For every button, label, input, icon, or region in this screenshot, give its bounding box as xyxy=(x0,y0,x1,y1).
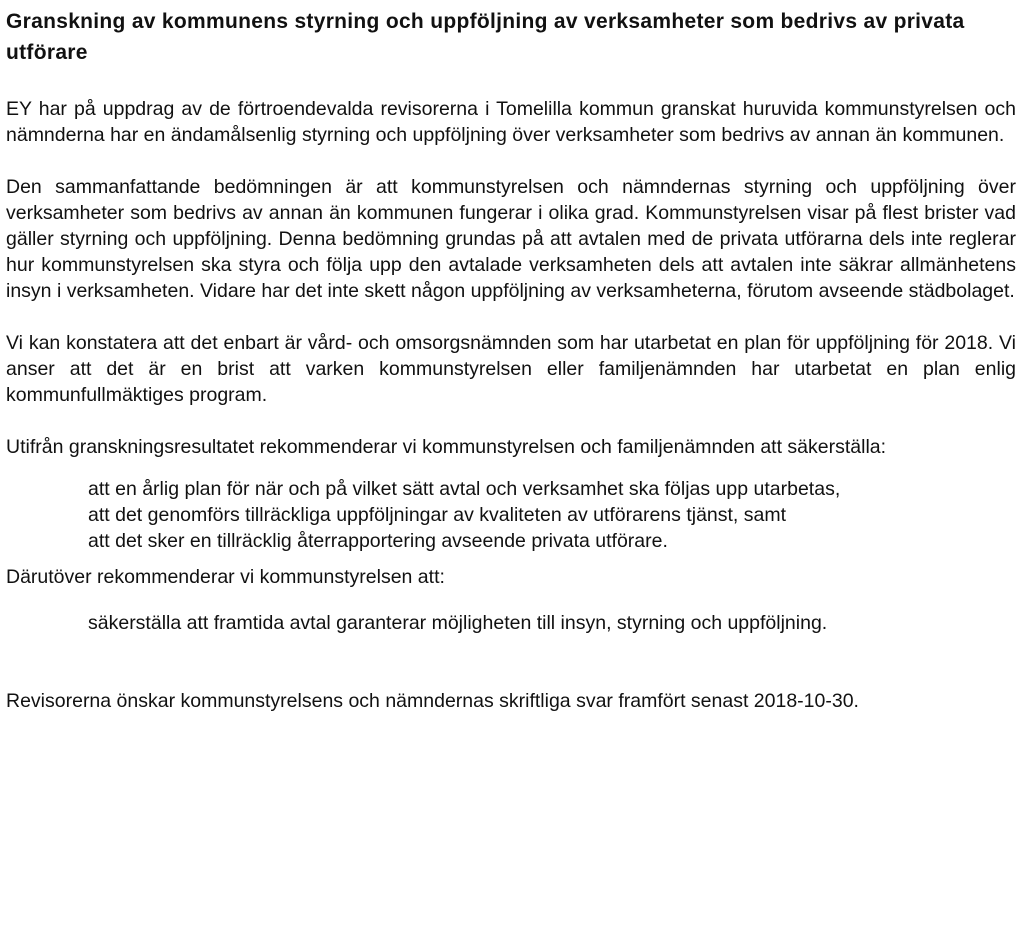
plan-paragraph: Vi kan konstatera att det enbart är vård- och omsorgsnämnden som har utarbetat en plan för uppföljning för 2018. Vi anser att det är en brist att varken kommunstyrelsen eller familjenämnden har utarbetat en plan enlig kommunfullmäktiges program. xyxy=(6,332,1016,406)
further-recommendation-intro: Därutöver rekommenderar vi kommunstyrelsen att: xyxy=(6,566,445,588)
further-recommendation-list xyxy=(88,610,1016,636)
recommendation-item: att det sker en tillräcklig återrapportering avseende privata utförare. xyxy=(88,530,668,552)
closing-paragraph: Revisorerna önskar kommunstyrelsens och nämndernas skriftliga svar framfört senast 2018-10-30. xyxy=(6,690,859,712)
recommendation-intro: Utifrån granskningsresultatet rekommenderar vi kommunstyrelsen och familjenämnden att säkerställa: xyxy=(6,436,887,458)
recommendation-item: att en årlig plan för när och på vilket sätt avtal och verksamhet ska följas upp utarbetas, xyxy=(88,478,841,500)
document-page xyxy=(6,6,1016,714)
intro-paragraph: EY har på uppdrag av de förtroendevalda revisorerna i Tomelilla kommun granskat huruvida kommunstyrelsen och nämnderna har en ändamålsenlig styrning och uppföljning över verksamheter som bedrivs av annan än kommunen. xyxy=(6,98,1016,146)
document-title: Granskning av kommunens styrning och uppföljning av verksamheter som bedrivs av privata utförare xyxy=(6,10,965,64)
recommendation-list xyxy=(88,476,1016,554)
assessment-paragraph: Den sammanfattande bedömningen är att kommunstyrelsen och nämndernas styrning och uppföljning över verksamheter som bedrivs av annan än kommunen fungerar i olika grad. Kommunstyrelsen visar på flest brister vad gäller styrning och uppföljning. Denna bedömning grundas på att avtalen med de privata utförarna dels inte reglerar hur kommunstyrelsen ska styra och följa upp den avtalade verksamheten dels att avtalen inte säkrar allmänhetens insyn i verksamheten. Vidare har det inte skett någon uppföljning av verksamheterna, förutom avseende städbolaget. xyxy=(6,176,1016,302)
recommendation-item: att det genomförs tillräckliga uppföljningar av kvaliteten av utförarens tjänst, samt xyxy=(88,504,787,526)
further-recommendation-item: säkerställa att framtida avtal garanterar möjligheten till insyn, styrning och uppföljning. xyxy=(88,612,828,634)
